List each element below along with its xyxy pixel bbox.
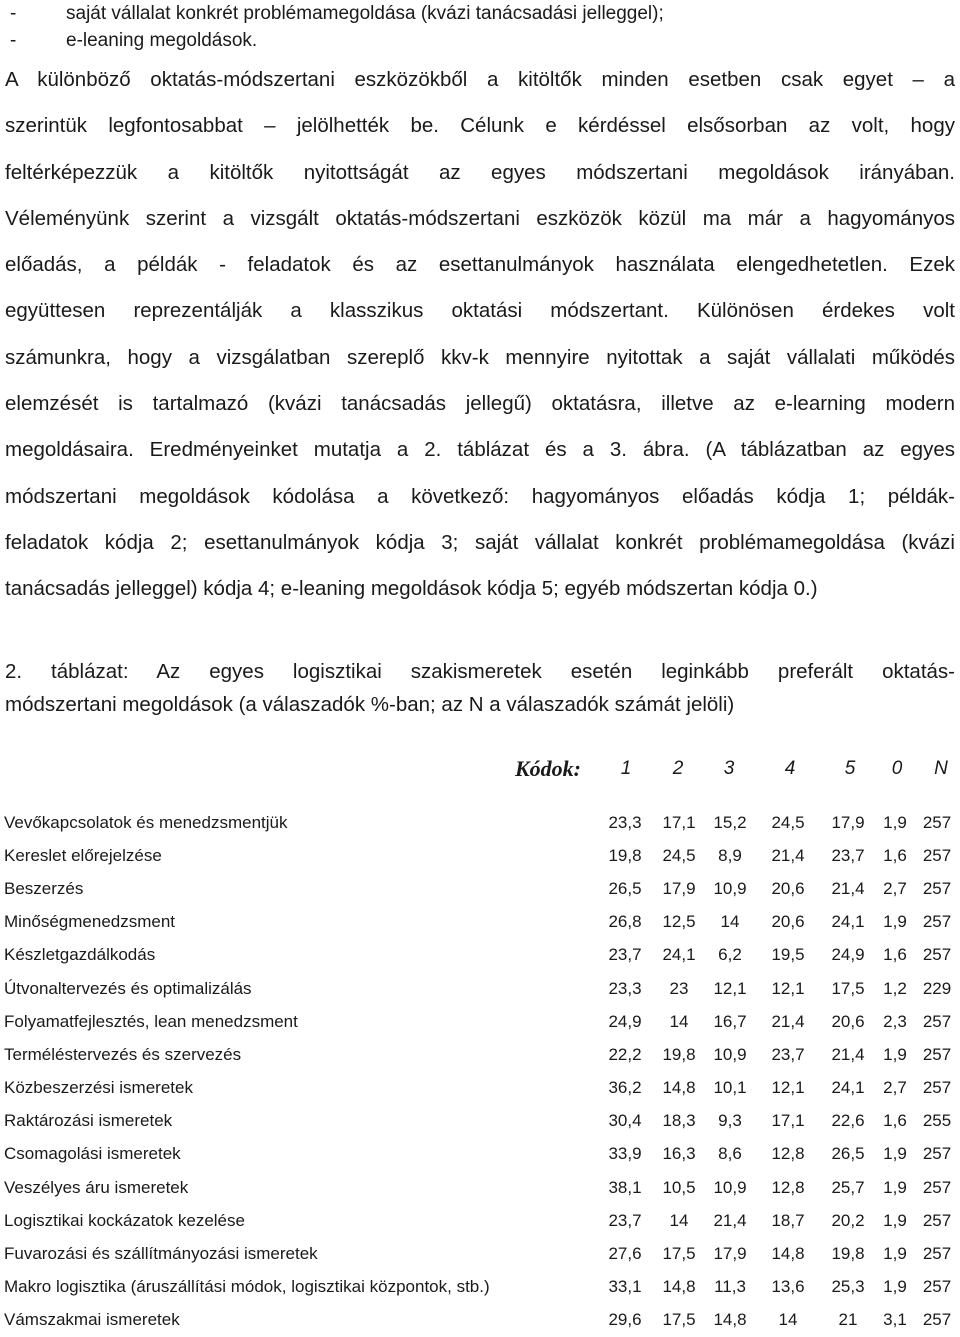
table-cell: 22,2 [608, 1044, 642, 1064]
table-cell: 26,5 [831, 1144, 865, 1164]
table-cell: 1,9 [883, 1144, 907, 1164]
table-cell: 38,1 [608, 1177, 642, 1197]
table-cell: 1,9 [883, 1210, 907, 1230]
table-cell: 257 [922, 912, 952, 932]
table-cell: 14 [778, 1310, 798, 1330]
table-cell: 23,7 [831, 845, 865, 865]
table-cell: 1,6 [883, 945, 907, 965]
paragraph-line: tanácsadás jelleggel) kódja 4; e-leaning megoldások kódja 5; egyéb módszertan kódja 0.) [5, 577, 818, 601]
table-cell: 257 [922, 1078, 952, 1098]
code-header: 1 [620, 758, 632, 779]
table-cell: 257 [922, 1177, 952, 1197]
table-cell: 17,5 [831, 978, 865, 998]
table-cell: 14,8 [662, 1078, 696, 1098]
paragraph-line: A különböző oktatás-módszertani eszközökből a kitöltők minden esetben csak egyet – a [5, 68, 955, 91]
table-cell: 8,9 [718, 845, 742, 865]
table-cell: 33,9 [608, 1144, 642, 1164]
table-row [4, 806, 960, 839]
bullet-text: saját vállalat konkrét problémamegoldása (kvázi tanácsadási jelleggel); [66, 3, 664, 24]
codes-label: Kódok: [515, 756, 581, 781]
table-cell: 14 [720, 912, 740, 932]
row-label: Közbeszerzési ismeretek [4, 1078, 193, 1098]
code-header: 4 [784, 758, 796, 779]
table-cell: 10,9 [713, 1177, 747, 1197]
row-label: Veszélyes áru ismeretek [4, 1177, 189, 1197]
table-cell: 21,4 [831, 878, 865, 898]
bullet-item [10, 0, 664, 27]
table-cell: 30,4 [608, 1111, 642, 1131]
table-cell: 12,1 [771, 1078, 805, 1098]
table-row [4, 872, 960, 905]
table-cell: 20,6 [771, 878, 805, 898]
table-row [4, 1105, 960, 1138]
table-row [4, 1038, 960, 1071]
table-cell: 19,8 [608, 845, 642, 865]
table-cell: 257 [922, 1210, 952, 1230]
table-cell: 9,3 [718, 1111, 742, 1131]
table-cell: 20,6 [771, 912, 805, 932]
table-cell: 15,2 [713, 812, 747, 832]
table-cell: 12,1 [771, 978, 805, 998]
code-header: 5 [844, 758, 856, 779]
table-cell: 17,5 [662, 1310, 696, 1330]
table-cell: 24,9 [831, 945, 865, 965]
table-cell: 24,1 [662, 945, 696, 965]
table-cell: 21,4 [831, 1044, 865, 1064]
table-row [4, 939, 960, 972]
table-cell: 21,4 [771, 1011, 805, 1031]
table-cell: 18,7 [771, 1210, 805, 1230]
table-cell: 257 [922, 1244, 952, 1264]
table-cell: 1,9 [883, 812, 907, 832]
table-cell: 22,6 [831, 1111, 865, 1131]
table-cell: 17,5 [662, 1244, 696, 1264]
table-cell: 19,8 [831, 1244, 865, 1264]
code-header: 3 [723, 758, 735, 779]
table-cell: 17,9 [713, 1244, 747, 1264]
table-cell: 21 [838, 1310, 858, 1330]
table-cell: 26,5 [608, 878, 642, 898]
row-label: Logisztikai kockázatok kezelése [4, 1210, 245, 1230]
table-caption [5, 655, 955, 721]
table-cell: 10,9 [713, 878, 747, 898]
table-cell: 14,8 [713, 1310, 747, 1330]
table-cell: 257 [922, 878, 952, 898]
code-header: 0 [891, 758, 903, 779]
table-row [4, 839, 960, 872]
table-row [4, 1271, 960, 1304]
table-cell: 24,1 [831, 912, 865, 932]
paragraph-line: Véleményünk szerint a vizsgált oktatás-módszertani eszközök közül ma már a hagyományos [5, 206, 955, 230]
table-cell: 1,2 [883, 978, 907, 998]
code-header: 2 [672, 758, 684, 779]
table-row [4, 1005, 960, 1038]
table-cell: 20,2 [831, 1210, 865, 1230]
table-cell: 257 [922, 1044, 952, 1064]
table-cell: 23,7 [608, 945, 642, 965]
table-cell: 257 [922, 812, 952, 832]
table-row [4, 1237, 960, 1270]
table-cell: 13,6 [771, 1277, 805, 1297]
table-row [4, 1072, 960, 1105]
bullet-list [10, 0, 664, 54]
table-cell: 255 [922, 1111, 952, 1131]
table-cell: 29,6 [608, 1310, 642, 1330]
paragraph-line: előadás, a példák - feladatok és az esettanulmányok használata elengedhetetlen. Ezek [5, 253, 955, 277]
table-cell: 23,3 [608, 812, 642, 832]
row-label: Terméléstervezés és szervezés [4, 1044, 242, 1064]
table-cell: 1,9 [883, 1044, 907, 1064]
code-header: N [934, 758, 948, 779]
row-label: Vevőkapcsolatok és menedzsmentjük [4, 812, 288, 832]
table-cell: 16,3 [662, 1144, 696, 1164]
bullet-marker: - [10, 3, 17, 24]
table-cell: 10,5 [662, 1177, 696, 1197]
body-paragraph [5, 57, 955, 613]
table-cell: 17,9 [831, 812, 865, 832]
row-label: Makro logisztika (áruszállítási módok, logisztikai központok, stb.) [4, 1277, 490, 1297]
row-label: Raktározási ismeretek [4, 1111, 173, 1131]
table-cell: 23 [669, 978, 689, 998]
row-label: Készletgazdálkodás [4, 945, 156, 965]
paragraph-line: szerintük legfontosabbat – jelölhették be. Célunk e kérdéssel elsősorban az volt, hogy [5, 114, 955, 138]
table-cell: 14 [669, 1011, 689, 1031]
table-cell: 11,3 [714, 1277, 746, 1297]
table-cell: 21,4 [771, 845, 805, 865]
table-cell: 12,5 [662, 912, 696, 932]
table-cell: 24,9 [608, 1011, 642, 1031]
table-cell: 14 [669, 1210, 689, 1230]
table-cell: 23,7 [771, 1044, 805, 1064]
table-cell: 1,9 [883, 1177, 907, 1197]
row-label: Csomagolási ismeretek [4, 1144, 181, 1164]
table-row [4, 972, 960, 1005]
row-label: Vámszakmai ismeretek [4, 1310, 180, 1330]
bullet-item [10, 27, 664, 54]
table-cell: 257 [922, 845, 952, 865]
table-cell: 16,7 [713, 1011, 747, 1031]
table-cell: 1,9 [883, 1277, 907, 1297]
row-label: Kereslet előrejelzése [4, 845, 162, 865]
table-cell: 2,3 [883, 1011, 907, 1031]
table-cell: 8,6 [718, 1144, 742, 1164]
table-cell: 2,7 [883, 1078, 907, 1098]
row-label: Folyamatfejlesztés, lean menedzsment [4, 1011, 298, 1031]
table-row [4, 1138, 960, 1171]
paragraph-line: feladatok kódja 2; esettanulmányok kódja 3; saját vállalat konkrét problémamegoldása (kvázi [5, 530, 955, 554]
table-cell: 229 [922, 978, 952, 998]
table-cell: 27,6 [608, 1244, 642, 1264]
table-cell: 26,8 [608, 912, 642, 932]
table-cell: 24,5 [662, 845, 696, 865]
table-row [4, 1204, 960, 1237]
table-cell: 12,1 [713, 978, 747, 998]
bullet-text: e-leaning megoldások. [66, 30, 258, 51]
table-cell: 12,8 [771, 1177, 805, 1197]
table-cell: 24,5 [771, 812, 805, 832]
paragraph-line: megoldásaira. Eredményeinket mutatja a 2. táblázat és a 3. ábra. (A táblázatban az egyes [5, 438, 955, 462]
table-cell: 257 [922, 1011, 952, 1031]
table-row [4, 1171, 960, 1204]
table-cell: 23,7 [608, 1210, 642, 1230]
table-cell: 6,2 [718, 945, 742, 965]
table-cell: 33,1 [608, 1277, 642, 1297]
table-cell: 1,6 [883, 1111, 907, 1131]
results-table [4, 806, 960, 1337]
caption-line: 2. táblázat: Az egyes logisztikai szakismeretek esetén leginkább preferált oktatás- [5, 660, 955, 683]
paragraph-line: együttesen reprezentálják a klasszikus oktatási módszertant. Különösen érdekes volt [5, 299, 955, 323]
paragraph-line: feltérképezzük a kitöltők nyitottságát az egyes módszertani megoldások irányában. [5, 160, 955, 184]
table-cell: 17,1 [771, 1111, 805, 1131]
table-cell: 25,7 [831, 1177, 865, 1197]
table-cell: 1,9 [883, 1244, 907, 1264]
table-cell: 14,8 [771, 1244, 805, 1264]
table-cell: 1,9 [883, 912, 907, 932]
table-cell: 257 [922, 945, 952, 965]
table-cell: 1,6 [883, 845, 907, 865]
codes-header [0, 754, 960, 788]
table-row [4, 1304, 960, 1337]
row-label: Beszerzés [4, 878, 84, 898]
table-cell: 20,6 [831, 1011, 865, 1031]
table-cell: 10,1 [713, 1078, 747, 1098]
paragraph-line: módszertani megoldások kódolása a következő: hagyományos előadás kódja 1; példák- [5, 484, 955, 508]
table-cell: 25,3 [831, 1277, 865, 1297]
table-cell: 257 [922, 1277, 952, 1297]
table-cell: 21,4 [713, 1210, 747, 1230]
table-cell: 24,1 [831, 1078, 865, 1098]
table-cell: 3,1 [883, 1310, 907, 1330]
table-cell: 12,8 [771, 1144, 805, 1164]
row-label: Fuvarozási és szállítmányozási ismeretek [4, 1244, 318, 1264]
table-cell: 23,3 [608, 978, 642, 998]
table-cell: 257 [922, 1310, 952, 1330]
table-row [4, 906, 960, 939]
paragraph-line: számunkra, hogy a vizsgálatban szereplő kkv-k mennyire nyitottak a saját vállalati működés [5, 345, 955, 369]
table-cell: 2,7 [883, 878, 907, 898]
table-cell: 18,3 [662, 1111, 696, 1131]
caption-line: módszertani megoldások (a válaszadók %-ban; az N a válaszadók számát jelöli) [5, 693, 735, 716]
table-cell: 14,8 [662, 1277, 696, 1297]
table-cell: 17,9 [662, 878, 696, 898]
table-cell: 36,2 [608, 1078, 642, 1098]
row-label: Útvonaltervezés és optimalizálás [4, 978, 252, 998]
table-cell: 10,9 [713, 1044, 747, 1064]
row-label: Minőségmenedzsment [4, 912, 176, 932]
table-cell: 19,5 [771, 945, 805, 965]
paragraph-line: elemzését is tartalmazó (kvázi tanácsadás jellegű) oktatásra, illetve az e-learning modern [5, 392, 955, 416]
table-cell: 19,8 [662, 1044, 696, 1064]
table-cell: 257 [922, 1144, 952, 1164]
table-cell: 17,1 [662, 812, 696, 832]
bullet-marker: - [10, 30, 17, 51]
